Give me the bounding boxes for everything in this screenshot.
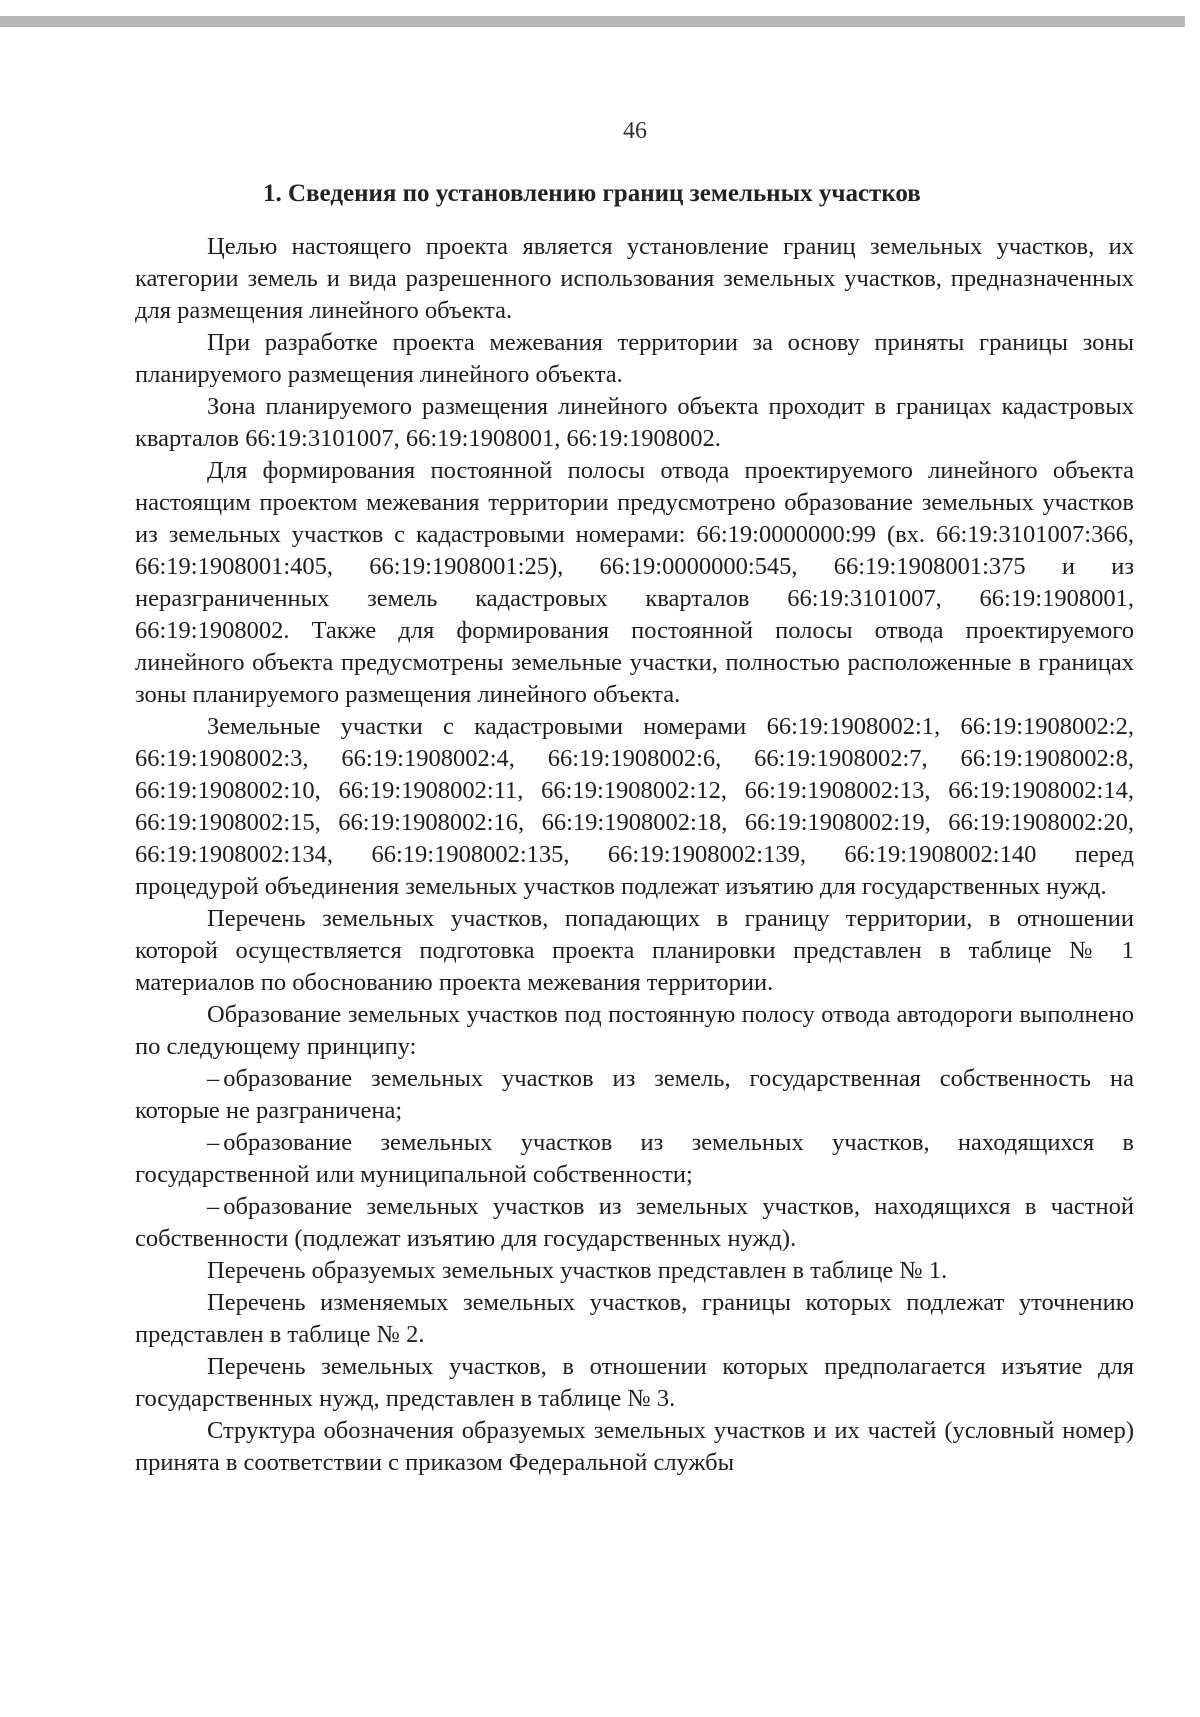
page-number: 46 (623, 118, 647, 144)
paragraph-table-1: Перечень образуемых земельных участков представлен в таблице № 1. (207, 1257, 948, 1284)
list-item-text: образование земельных участков из земельных участков, находящихся в государственной или муниципальной собственности; (135, 1129, 1134, 1188)
paragraph-formation: Для формирования постоянной полосы отвода проектируемого линейного объекта настоящим проектом межевания территории предусмотрено образование земельных участков из земельных участков с кадастровыми номерами: 66:19:0000000:99 (вх. 66:19:3101007:366, 66:19:1908001:405, 66:19:1908001:25), 66:19:0000000:545, 66:19:1908001:375 и из неразграниченных земель кадастровых кварталов 66:19:3101007, 66:19:1908001, 66:19:1908002. Также для формирования постоянной полосы отвода проектируемого линейного объекта предусмотрены земельные участки, полностью расположенные в границах зоны планируемого размещения линейного объекта. (135, 457, 1134, 708)
list-item-text: образование земельных участков из земельных участков, находящихся в частной собственности (подлежат изъятию для государственных нужд). (135, 1193, 1134, 1252)
list-item-text: образование земельных участков из земель, государственная собственность на которые не разграничена; (135, 1065, 1134, 1124)
paragraph-parcels-list: Земельные участки с кадастровыми номерами 66:19:1908002:1, 66:19:1908002:2, 66:19:1908002:3, 66:19:1908002:4, 66:19:1908002:6, 66:19:1908002:7, 66:19:1908002:8, 66:19:1908002:10, 66:19:1908002:11, 66:19:1908002:12, 66:19:1908002:13, 66:19:1908002:14, 66:19:1908002:15, 66:19:1908002:16, 66:19:1908002:18, 66:19:1908002:19, 66:19:1908002:20, 66:19:1908002:134, 66:19:1908002:135, 66:19:1908002:139, 66:19:1908002:140 перед процедурой объединения земельных участков подлежат изъятию для государственных нужд. (135, 713, 1134, 900)
paragraph-territory-list: Перечень земельных участков, попадающих в границу территории, в отношении которой осуществляется подготовка проекта планировки представлен в таблице № 1 материалов по обоснованию проекта межевания территории. (135, 905, 1134, 996)
document-body (135, 231, 1134, 1479)
paragraph-table-2: Перечень изменяемых земельных участков, границы которых подлежат уточнению представлен в таблице № 2. (135, 1289, 1134, 1348)
paragraph-zone: Зона планируемого размещения линейного объекта проходит в границах кадастровых кварталов 66:19:3101007, 66:19:1908001, 66:19:1908002. (135, 393, 1134, 452)
paragraph-table-3: Перечень земельных участков, в отношении которых предполагается изъятие для государственных нужд, представлен в таблице № 3. (135, 1353, 1134, 1412)
paragraph-basis: При разработке проекта межевания территории за основу приняты границы зоны планируемого размещения линейного объекта. (135, 329, 1134, 388)
scan-top-edge (0, 16, 1185, 27)
paragraph-principle-intro: Образование земельных участков под постоянную полосу отвода автодороги выполнено по следующему принципу: (135, 1001, 1134, 1060)
list-item (135, 1127, 1134, 1191)
list-dash: – (207, 1129, 220, 1156)
paragraph-purpose: Целью настоящего проекта является установление границ земельных участков, их категории земель и вида разрешенного использования земельных участков, предназначенных для размещения линейного объекта. (135, 233, 1134, 324)
list-dash: – (207, 1065, 220, 1092)
list-item (135, 1191, 1134, 1255)
list-item (135, 1063, 1134, 1127)
paragraph-structure: Структура обозначения образуемых земельных участков и их частей (условный номер) принята в соответствии с приказом Федеральной службы (135, 1417, 1134, 1476)
list-dash: – (207, 1193, 220, 1220)
section-heading: 1. Сведения по установлению границ земельных участков (263, 180, 921, 207)
